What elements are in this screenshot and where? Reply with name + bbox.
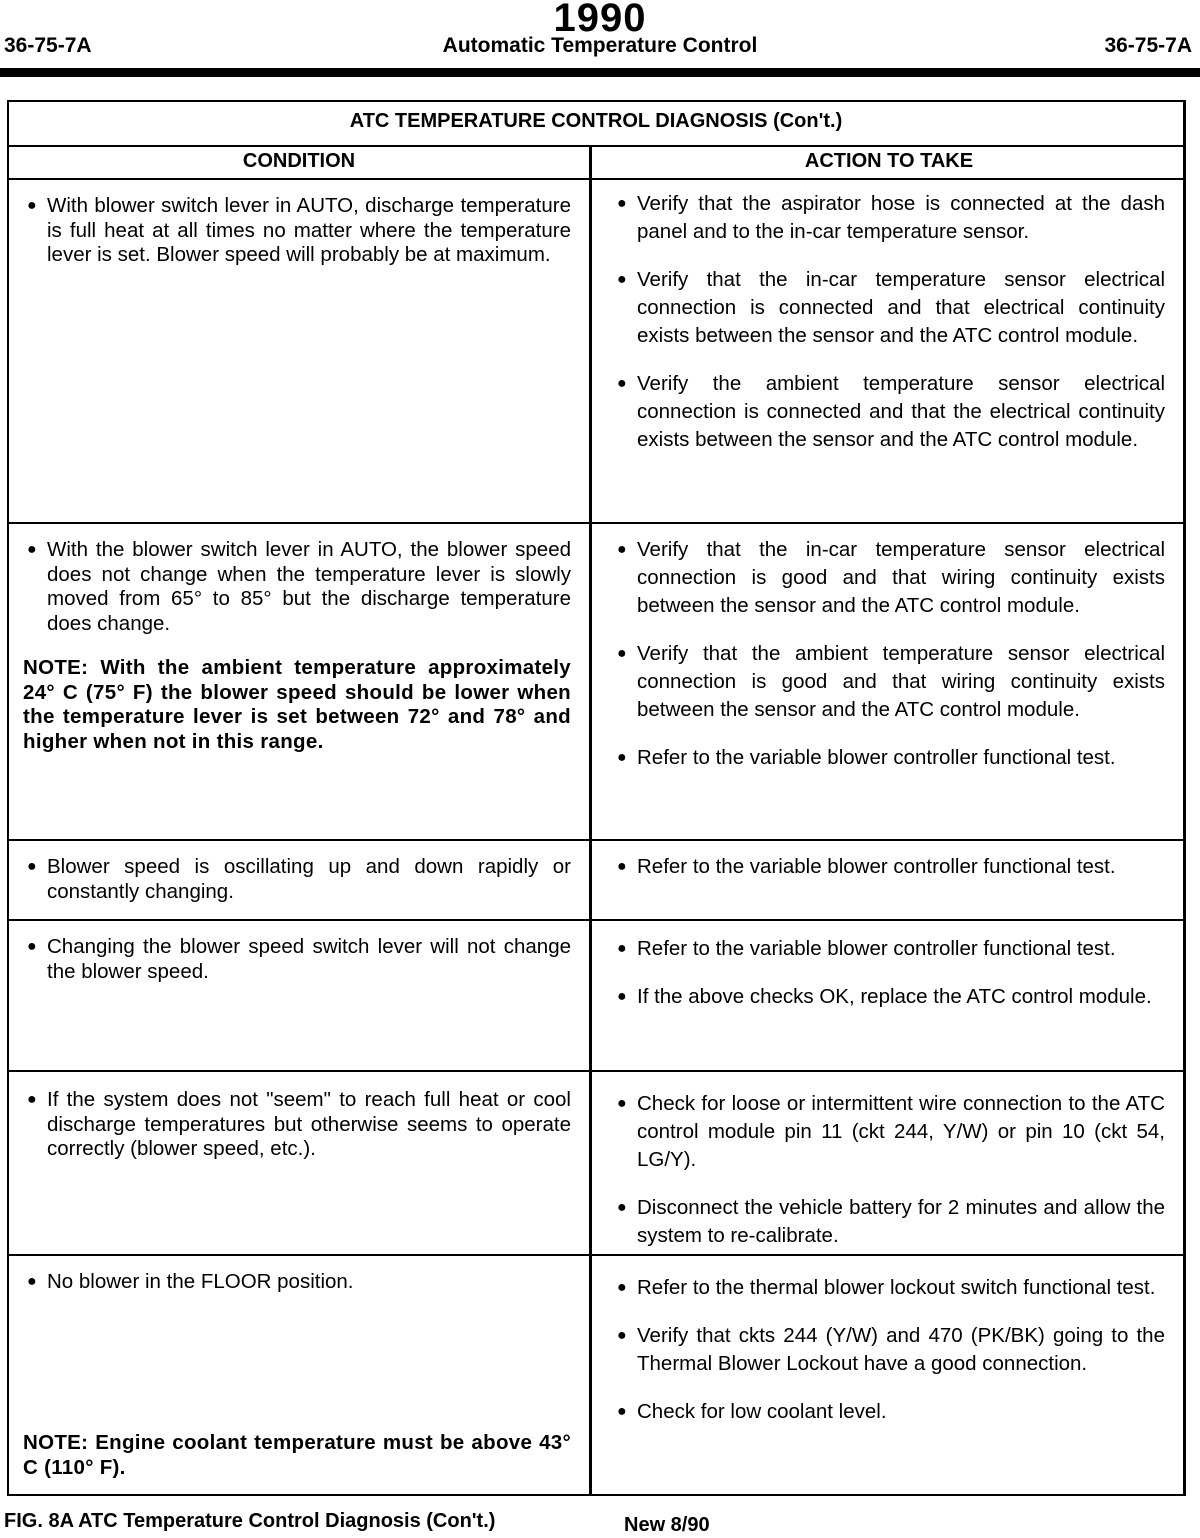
action-item: ● Verify that the ambient temperature sensor electrical connection is good and that wiring continuity exists between the sensor and the ATC control module. [617,642,1165,721]
action-item: ● Disconnect the vehicle battery for 2 minutes and allow the system to re-calibrate. [617,1196,1165,1247]
bullet-icon: ● [617,988,627,1005]
table-title: ATC TEMPERATURE CONTROL DIAGNOSIS (Con't.) [349,110,843,132]
action-item: ● Verify that the in-car temperature sensor electrical connection is good and that wiring continuity exists between the sensor and the ATC control module. [617,538,1165,617]
divider [9,145,1183,147]
row-divider [9,919,1183,921]
bullet-icon: ● [27,1273,37,1290]
row-divider [9,1070,1183,1072]
action-list [613,1090,1165,1270]
page-number-left: 36-75-7A [4,34,92,57]
action-list [613,853,1165,901]
bullet-icon: ● [27,858,37,875]
table-row [23,855,571,904]
action-item: ● Check for loose or intermittent wire connection to the ATC control module pin 11 (ckt 244, Y/W) or pin 10 (ckt 54, LG/Y). [617,1092,1165,1171]
revision-note: New 8/90 [624,1514,710,1536]
action-item: ● Verify that the aspirator hose is connected at the dash panel and to the in-car temperature sensor. [617,192,1165,243]
bullet-icon: ● [617,1095,627,1112]
bullet-icon: ● [617,749,627,766]
action-header: ACTION TO TAKE [804,150,974,172]
bullet-icon: ● [617,645,627,662]
bullet-icon: ● [617,1327,627,1344]
row-divider [9,839,1183,841]
bullet-icon: ● [617,940,627,957]
action-item: ● Refer to the variable blower controller functional test. [613,744,1165,772]
action-list [613,935,1165,1031]
condition-item: ● Blower speed is oscillating up and down rapidly or constantly changing. [27,855,571,903]
condition-header: CONDITION [242,150,356,172]
page-number-right: 36-75-7A [1104,34,1192,57]
table-row [23,1088,571,1162]
divider [9,178,1183,180]
action-list [613,190,1165,474]
figure-caption: FIG. 8A ATC Temperature Control Diagnosis (Con't.) [4,1510,496,1532]
diagnosis-table [7,100,1186,1496]
condition-item: ● With the blower switch lever in AUTO, the blower speed does not change when the temperature lever is slowly moved from 65° to 85° but the discharge temperature does change. [27,538,571,635]
action-item: ● Verify the ambient temperature sensor electrical connection is connected and that the electrical continuity exists between the sensor and the ATC control module. [617,372,1165,451]
bullet-icon: ● [617,541,627,558]
table-row [23,194,571,268]
action-item: ● Refer to the variable blower controller functional test. [613,853,1165,881]
bullet-icon: ● [617,1403,627,1420]
table-row [23,935,571,984]
bullet-icon: ● [617,1199,627,1216]
condition-item: ● Changing the blower speed switch lever will not change the blower speed. [27,935,571,983]
bullet-icon: ● [617,858,627,875]
column-divider [589,145,592,1496]
action-item: ● Verify that the in-car temperature sensor electrical connection is connected and that electrical continuity exists between the sensor and the ATC control module. [617,268,1165,347]
bullet-icon: ● [617,375,627,392]
section-title: Automatic Temperature Control [442,34,758,57]
bullet-icon: ● [617,1279,627,1296]
action-item: ● Verify that ckts 244 (Y/W) and 470 (PK/BK) going to the Thermal Blower Lockout have a good connection. [617,1324,1165,1375]
action-list [613,536,1165,792]
condition-item: ● No blower in the FLOOR position. [27,1270,354,1293]
bullet-icon: ● [27,938,37,955]
condition-item: ● If the system does not "seem" to reach full heat or cool discharge temperatures but otherwise seems to operate correctly (blower speed, etc.). [27,1088,571,1160]
bullet-icon: ● [27,541,37,558]
row-divider [9,1254,1183,1256]
table-row [23,1270,571,1480]
header-rule [0,68,1200,77]
page-year: 1990 [553,0,647,40]
condition-note: NOTE: Engine coolant temperature must be above 43° C (110° F). [23,1431,571,1479]
condition-note: NOTE: With the ambient temperature approximately 24° C (75° F) the blower speed should be lower when the temperature lever is set between 72° and 78° and higher when not in this range. [23,656,571,753]
action-list [613,1274,1165,1446]
table-row [23,538,571,754]
action-item: ● Refer to the variable blower controller functional test. [613,935,1165,963]
bullet-icon: ● [27,1091,37,1108]
bullet-icon: ● [617,271,627,288]
row-divider [9,522,1183,524]
bullet-icon: ● [27,197,37,214]
action-item: ● If the above checks OK, replace the ATC control module. [613,983,1165,1011]
action-item: ● Check for low coolant level. [613,1398,1165,1426]
condition-item: ● With blower switch lever in AUTO, discharge temperature is full heat at all times no matter where the temperature lever is set. Blower speed will probably be at maximum. [27,194,571,266]
bullet-icon: ● [617,195,627,212]
action-item: ● Refer to the thermal blower lockout switch functional test. [613,1274,1165,1302]
